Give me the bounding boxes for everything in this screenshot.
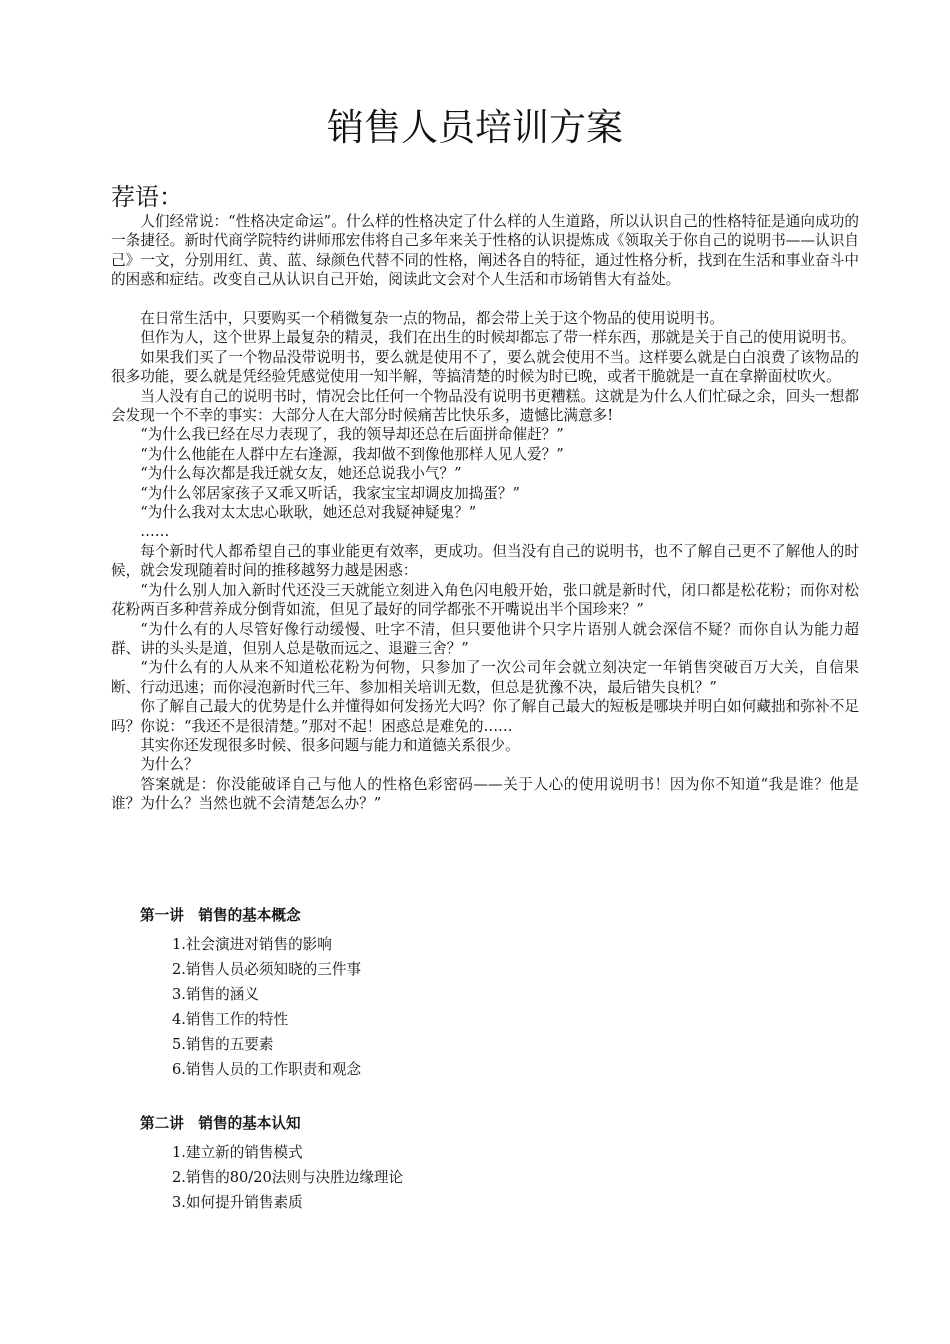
list-item: 2.销售人员必须知晓的三件事 xyxy=(172,961,362,978)
list-item: 4.销售工作的特性 xyxy=(172,1011,289,1028)
paragraph: 人们经常说：“性格决定命运”。什么样的性格决定了什么样的人生道路，所以认识自己的性格特征是通向成功的一条捷径。新时代商学院特约讲师邢宏伟将自己多年来关于性格的认识提炼成《领取关于你自己的说明书——认识自己》一文，分别用红、黄、蓝、绿颜色代替不同的性格，阐述各自的特征，通过性格分析，找到在生活和事业奋斗中的困惑和症结。改变自己从认识自己开始，阅读此文会对个人生活和市场销售大有益处。 xyxy=(111,213,859,289)
paragraph: 但作为人，这个世界上最复杂的精灵，我们在出生的时候却都忘了带一样东西，那就是关于自己的使用说明书。 xyxy=(140,329,856,347)
paragraph: 答案就是：你没能破译自己与他人的性格色彩密码——关于人心的使用说明书！因为你不知道“我是谁？他是谁？为什么？当然也就不会清楚怎么办？” xyxy=(111,775,859,813)
paragraph: 其实你还发现很多时候、很多问题与能力和道德关系很少。 xyxy=(140,736,520,754)
section-item-list xyxy=(111,932,859,1082)
paragraph: 你了解自己最大的优势是什么并懂得如何发扬光大吗？你了解自己最大的短板是哪块并明白如何藏拙和弥补不足吗？你说：“我还不是很清楚。”那对不起！困惑总是难免的…… xyxy=(111,698,859,735)
question-line: “为什么我对太太忠心耿耿，她还总对我疑神疑鬼？” xyxy=(140,504,477,522)
list-item: 5.销售的五要素 xyxy=(172,1036,274,1053)
question-line: “为什么别人加入新时代还没三天就能立刻进入角色闪电般开始，张口就是新时代，闭口都是松花粉；而你对松花粉两百多种营养成分倒背如流，但见了最好的同学都张不开嘴说出半个国珍来？” xyxy=(111,581,859,619)
section-lecture-1 xyxy=(111,904,859,1082)
recommendation-body xyxy=(111,212,859,814)
paragraph: 每个新时代人都希望自己的事业能更有效率，更成功。但当没有自己的说明书，也不了解自己更不了解他人的时候，就会发现随着时间的推移越努力越是困惑： xyxy=(111,542,859,580)
section-lecture-2 xyxy=(111,1112,859,1215)
question-line: “为什么他能在人群中左右逢源，我却做不到像他那样人见人爱？” xyxy=(140,445,564,463)
paragraph: 为什么？ xyxy=(140,756,199,774)
ellipsis-line: …… xyxy=(140,523,170,541)
question-line: “为什么有的人尽管好像行动缓慢、吐字不清，但只要他讲个只字片语别人就会深信不疑？而你自认为能力超群、讲的头头是道，但别人总是敬而远之、退避三舍？” xyxy=(111,620,859,657)
document-title: 销售人员培训方案 xyxy=(327,106,623,149)
question-line: “为什么每次都是我迁就女友，她还总说我小气？” xyxy=(140,465,462,483)
list-item: 1.建立新的销售模式 xyxy=(172,1144,303,1161)
paragraph: 在日常生活中，只要购买一个稍微复杂一点的物品，都会带上关于这个物品的使用说明书。 xyxy=(140,310,724,328)
paragraph: 如果我们买了一个物品没带说明书，要么就是使用不了，要么就会使用不当。这样要么就是白白浪费了该物品的很多功能，要么就是凭经验凭感觉使用一知半解，等搞清楚的时候为时已晚，或者干脆就是一直在拿擀面杖吹火。 xyxy=(111,348,859,386)
paragraph: 当人没有自己的说明书时，情况会比任何一个物品没有说明书更糟糕。这就是为什么人们忙碌之余，回头一想都会发现一个不幸的事实：大部分人在大部分时候痛苦比快乐多，遗憾比满意多! xyxy=(111,387,859,425)
list-item: 3.销售的涵义 xyxy=(172,986,259,1003)
recommendation-label: 荐语： xyxy=(111,183,183,211)
question-line: “为什么有的人从来不知道松花粉为何物，只参加了一次公司年会就立刻决定一年销售突破百万大关，自信果断、行动迅速；而你浸泡新时代三年、参加相关培训无数，但总是犹豫不决，最后错失良机？” xyxy=(111,659,859,696)
question-line: “为什么邻居家孩子又乖又听话，我家宝宝却调皮加捣蛋？” xyxy=(140,484,520,502)
list-item: 3.如何提升销售素质 xyxy=(172,1194,303,1211)
list-item: 1.社会演进对销售的影响 xyxy=(172,936,332,953)
section-heading: 第二讲 销售的基本认知 xyxy=(140,1115,301,1132)
course-outline xyxy=(111,904,859,1245)
list-item: 6.销售人员的工作职责和观念 xyxy=(172,1061,362,1078)
section-heading: 第一讲 销售的基本概念 xyxy=(140,907,301,924)
section-item-list xyxy=(111,1140,859,1215)
list-item: 2.销售的80/20法则与决胜边缘理论 xyxy=(172,1169,404,1186)
question-line: “为什么我已经在尽力表现了，我的领导却还总在后面拼命催赶？” xyxy=(140,426,564,444)
